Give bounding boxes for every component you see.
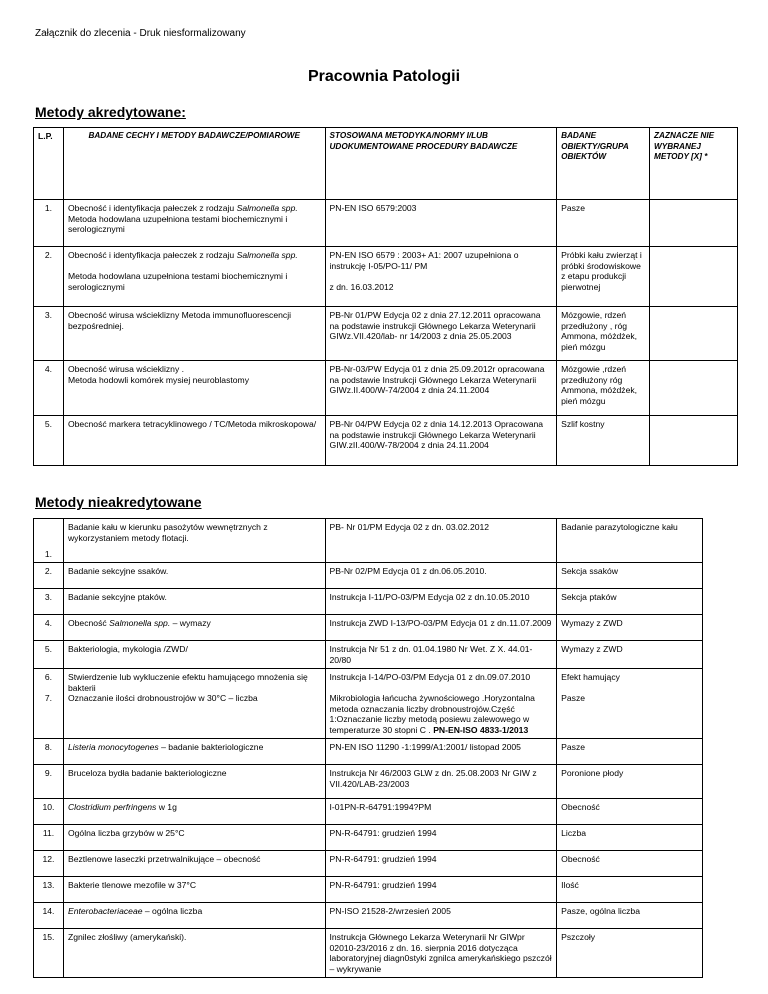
row-feature: Obecność Salmonella spp. – wymazy xyxy=(63,615,325,641)
row-lp: 6. 7. xyxy=(34,669,64,739)
col-header-mark: ZAZNACZE NIE WYBRANEJ METODY [X] * xyxy=(650,128,738,200)
table-header-row xyxy=(34,128,738,200)
table-row xyxy=(34,765,703,799)
row-lp: 10. xyxy=(34,799,64,825)
row-lp: 2. xyxy=(34,563,64,589)
row-feature: Obecność i identyfikacja pałeczek z rodzaju Salmonella spp. Metoda hodowlana uzupełniona testami biochemicznymi i serologicznymi xyxy=(63,247,325,307)
accredited-section-title: Metody akredytowane: xyxy=(35,104,186,120)
row-lp: 13. xyxy=(34,877,64,903)
table-row xyxy=(34,739,703,765)
row-feature: Obecność markera tetracyklinowego / TC/Metoda mikroskopowa/ xyxy=(63,416,325,466)
row-method: PB-Nr 01/PW Edycja 02 z dnia 27.12.2011 opracowana na podstawie instrukcji Głównego Lekarza Weterynarii GIWz.VII.420/lab- nr 14/2003 z dnia 25.05.2003 xyxy=(325,307,557,361)
row-feature: Enterobacteriaceae – ogólna liczba xyxy=(63,903,325,929)
row-lp: 14. xyxy=(34,903,64,929)
row-method: PB-Nr 02/PM Edycja 01 z dn.06.05.2010. xyxy=(325,563,557,589)
row-object: Wymazy z ZWD xyxy=(557,615,703,641)
row-feature: Bruceloza bydła badanie bakteriologiczne xyxy=(63,765,325,799)
row-object: Mózgowie, rdzeń przedłużony , róg Ammona, móżdżek, pień mózgu xyxy=(557,307,650,361)
row-method: PN-EN ISO 6579:2003 xyxy=(325,200,557,247)
row-feature: Obecność wirusa wścieklizny . Metoda hodowli komórek mysiej neuroblastomy xyxy=(63,361,325,416)
non-accredited-section-title: Metody nieakredytowane xyxy=(35,494,202,510)
row-object: Wymazy z ZWD xyxy=(557,641,703,669)
table-row xyxy=(34,799,703,825)
row-method: PB-Nr 04/PW Edycja 02 z dnia 14.12.2013 Opracowana na podstawie instrukcji Głównego Lekarza Weterynarii GIW.zII.400/W-78/2004 z dnia 24.11.2004 xyxy=(325,416,557,466)
document-header-note: Załącznik do zlecenia - Druk niesformalizowany xyxy=(35,28,246,39)
row-object: Pasze xyxy=(557,200,650,247)
row-lp: 12. xyxy=(34,851,64,877)
row-lp: 4. xyxy=(34,615,64,641)
row-object: Efekt hamujący Pasze xyxy=(557,669,703,739)
row-object: Sekcja ptaków xyxy=(557,589,703,615)
row-method: PN-ISO 21528-2/wrzesień 2005 xyxy=(325,903,557,929)
table-row xyxy=(34,641,703,669)
row-method: PB- Nr 01/PM Edycja 02 z dn. 03.02.2012 xyxy=(325,519,557,563)
row-object: Pszczoły xyxy=(557,929,703,978)
row-object: Mózgowie ,rdzeń przedłużony róg Ammona, móżdżek, pień mózgu xyxy=(557,361,650,416)
col-header-objects: BADANE OBIEKTY/GRUPA OBIEKTÓW xyxy=(557,128,650,200)
table-row xyxy=(34,361,738,416)
row-lp: 8. xyxy=(34,739,64,765)
row-method: I-01PN-R-64791:1994?PM xyxy=(325,799,557,825)
col-header-lp: L.P. xyxy=(34,128,64,200)
table-row xyxy=(34,669,703,739)
row-object: Obecność xyxy=(557,851,703,877)
row-object: Sekcja ssaków xyxy=(557,563,703,589)
row-lp: 5. xyxy=(34,416,64,466)
row-object: Badanie parazytologiczne kału xyxy=(557,519,703,563)
row-feature: Obecność wirusa wścieklizny Metoda immunofluorescencji bezpośredniej. xyxy=(63,307,325,361)
row-mark-cell[interactable] xyxy=(650,416,738,466)
non-accredited-methods-table xyxy=(33,518,703,978)
row-lp: 2. xyxy=(34,247,64,307)
row-object: Liczba xyxy=(557,825,703,851)
row-object: Pasze, ogólna liczba xyxy=(557,903,703,929)
row-object: Poronione płody xyxy=(557,765,703,799)
row-feature: Obecność i identyfikacja pałeczek z rodzaju Salmonella spp. Metoda hodowlana uzupełniona testami biochemicznymi i serologicznymi xyxy=(63,200,325,247)
row-feature: Ogólna liczba grzybów w 25°C xyxy=(63,825,325,851)
row-lp: 5. xyxy=(34,641,64,669)
table-row xyxy=(34,615,703,641)
table-row xyxy=(34,825,703,851)
col-header-methodology: STOSOWANA METODYKA/NORMY I/LUB UDOKUMENTOWANE PROCEDURY BADAWCZE xyxy=(325,128,557,200)
row-feature: Listeria monocytogenes – badanie bakteriologiczne xyxy=(63,739,325,765)
row-method: Instrukcja I-11/PO-03/PM Edycja 02 z dn.10.05.2010 xyxy=(325,589,557,615)
table-row xyxy=(34,247,738,307)
row-method: Instrukcja Głównego Lekarza Weterynarii Nr GIWpr 02010-23/2016 z dn. 16. sierpnia 2016 dotycząca laboratoryjnej diagn0styki zgnilca amerykańskiego pszczół – wykrywanie xyxy=(325,929,557,978)
row-mark-cell[interactable] xyxy=(650,247,738,307)
row-lp: 4. xyxy=(34,361,64,416)
table-row xyxy=(34,589,703,615)
row-lp: 15. xyxy=(34,929,64,978)
row-method: Instrukcja I-14/PO-03/PM Edycja 01 z dn.09.07.2010 Mikrobiologia łańcucha żywnościowego .Horyzontalna metoda oznaczania liczby drobnoustrojów.Część 1:Oznaczanie liczby metodą posiewu zalewowego w temperaturze 30 stopni C . PN-EN-ISO 4833-1/2013 xyxy=(325,669,557,739)
row-method: PN-R-64791: grudzień 1994 xyxy=(325,851,557,877)
row-method: Instrukcja Nr 46/2003 GLW z dn. 25.08.2003 Nr GIW z VII.420/LAB-23/2003 xyxy=(325,765,557,799)
row-feature: Badanie kału w kierunku pasożytów wewnętrznych z wykorzystaniem metody flotacji. xyxy=(63,519,325,563)
row-method: PN-R-64791: grudzień 1994 xyxy=(325,825,557,851)
row-mark-cell[interactable] xyxy=(650,200,738,247)
row-lp: 11. xyxy=(34,825,64,851)
row-feature: Stwierdzenie lub wykluczenie efektu hamującego mnożenia się bakterii Oznaczanie ilości drobnoustrojów w 30°C – liczba xyxy=(63,669,325,739)
row-lp: 3. xyxy=(34,589,64,615)
table-row xyxy=(34,903,703,929)
row-mark-cell[interactable] xyxy=(650,307,738,361)
row-lp: 3. xyxy=(34,307,64,361)
row-method: Instrukcja ZWD I-13/PO-03/PM Edycja 01 z dn.11.07.2009 xyxy=(325,615,557,641)
accredited-methods-table xyxy=(33,127,738,466)
row-lp: 1. xyxy=(34,200,64,247)
table-row xyxy=(34,519,703,563)
table-row xyxy=(34,563,703,589)
row-object: Ilość xyxy=(557,877,703,903)
row-object: Pasze xyxy=(557,739,703,765)
row-method: PN-EN ISO 6579 : 2003+ A1: 2007 uzupełniona o instrukcję I-05/PO-11/ PM z dn. 16.03.2012 xyxy=(325,247,557,307)
row-feature: Badanie sekcyjne ptaków. xyxy=(63,589,325,615)
table-row xyxy=(34,200,738,247)
row-object: Obecność xyxy=(557,799,703,825)
row-method: PN-EN ISO 11290 -1:1999/A1:2001/ listopad 2005 xyxy=(325,739,557,765)
table-row xyxy=(34,416,738,466)
col-header-features: BADANE CECHY I METODY BADAWCZE/POMIAROWE xyxy=(63,128,325,200)
row-feature: Beztlenowe laseczki przetrwalnikujące – obecność xyxy=(63,851,325,877)
row-lp: 1. xyxy=(34,519,64,563)
row-feature: Bakteriologia, mykologia /ZWD/ xyxy=(63,641,325,669)
row-object: Szlif kostny xyxy=(557,416,650,466)
row-lp: 9. xyxy=(34,765,64,799)
table-row xyxy=(34,851,703,877)
row-mark-cell[interactable] xyxy=(650,361,738,416)
row-feature: Badanie sekcyjne ssaków. xyxy=(63,563,325,589)
table-row xyxy=(34,307,738,361)
row-feature: Bakterie tlenowe mezofile w 37°C xyxy=(63,877,325,903)
table-row xyxy=(34,877,703,903)
row-method: Instrukcja Nr 51 z dn. 01.04.1980 Nr Wet. Z X. 44.01-20/80 xyxy=(325,641,557,669)
row-method: PN-R-64791: grudzień 1994 xyxy=(325,877,557,903)
row-feature: Zgnilec złośliwy (amerykański). xyxy=(63,929,325,978)
row-method: PB-Nr-03/PW Edycja 01 z dnia 25.09.2012r opracowana na podstawie Instrukcji Głównego Lekarza Weterynarii GIWz.II.400/W-74/2004 z dnia 24.11.2004 xyxy=(325,361,557,416)
page-title: Pracownia Patologii xyxy=(307,68,461,85)
table-row xyxy=(34,929,703,978)
row-object: Próbki kału zwierząt i próbki środowiskowe z etapu produkcji pierwotnej xyxy=(557,247,650,307)
row-feature: Clostridium perfringens w 1g xyxy=(63,799,325,825)
